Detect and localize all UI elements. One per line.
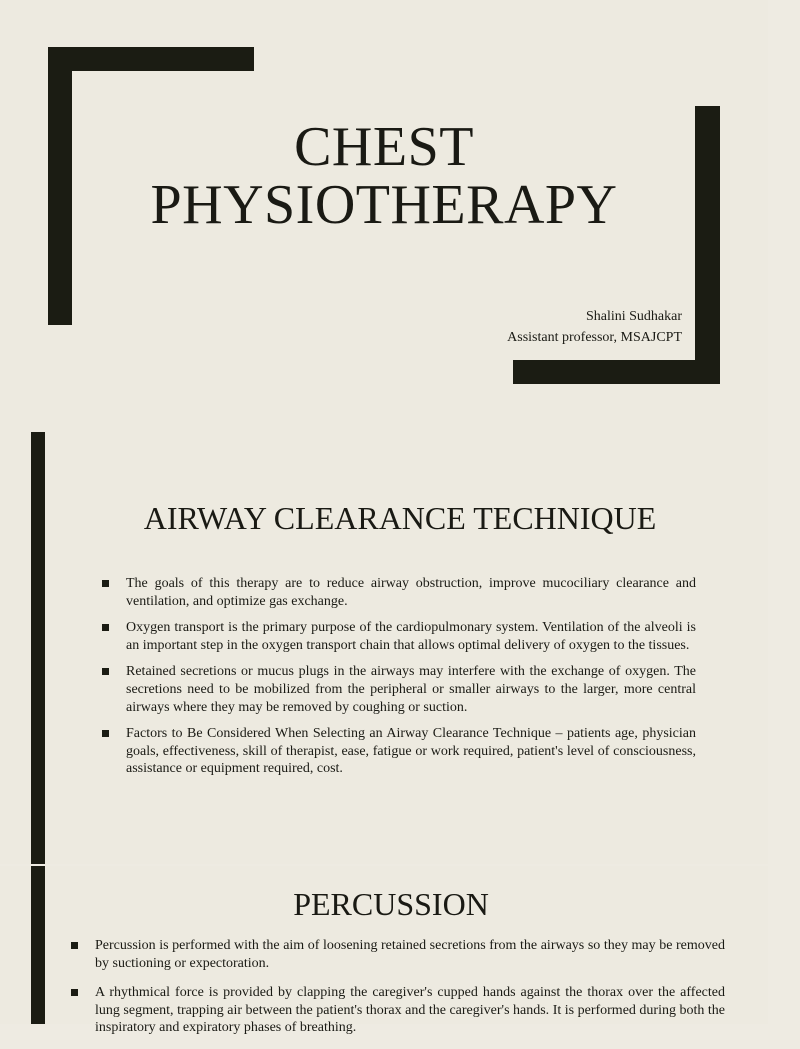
bullet-square-icon xyxy=(71,989,78,996)
list-item xyxy=(100,663,696,716)
bullet-square-icon xyxy=(102,668,109,675)
author-block xyxy=(507,306,682,348)
bullet-square-icon xyxy=(71,942,78,949)
slide-title: AIRWAY CLEARANCE TECHNIQUE xyxy=(143,500,657,536)
bullet-square-icon xyxy=(102,580,109,587)
list-item xyxy=(100,725,696,778)
list-item xyxy=(100,619,696,654)
list-item xyxy=(69,937,725,972)
airway-clearance-slide xyxy=(0,432,768,864)
corner-bracket-top-left-horizontal xyxy=(48,47,254,71)
bullet-text: Retained secretions or mucus plugs in the airways may interfere with the exchange of oxygen. The secretions need to be mobilized from the peripheral or smaller airways to the larger, more central airways where they may be removed by coughing or suction. xyxy=(126,664,696,715)
bullet-text: The goals of this therapy are to reduce airway obstruction, improve mucociliary clearance and ventilation, and optimize gas exchange. xyxy=(126,576,696,609)
percussion-slide xyxy=(0,866,768,1036)
slide-title: PERCUSSION xyxy=(293,886,489,922)
bullet-text: Factors to Be Considered When Selecting an Airway Clearance Technique – patients age, physician goals, effectiveness, skill of therapist, ease, fatigue or work required, patient's level of consciousness, assistance or equipment required, cost. xyxy=(126,726,696,777)
bullet-list xyxy=(69,937,725,1049)
bullet-text: A rhythmical force is provided by clapping the caregiver's cupped hands against the thorax over the affected lung segment, trapping air between the patient's thorax and the caregiver's hands. It is performed during both the inspiratory and expiratory phases of breathing. xyxy=(95,985,725,1036)
presentation-title xyxy=(0,118,768,234)
list-item xyxy=(100,575,696,610)
title-line-2: PHYSIOTHERAPY xyxy=(150,174,618,236)
bullet-text: Percussion is performed with the aim of loosening retained secretions from the airways so they may be removed by suctioning or expectoration. xyxy=(95,938,725,971)
author-role: Assistant professor, MSAJCPT xyxy=(507,330,682,345)
bullet-text: Oxygen transport is the primary purpose of the cardiopulmonary system. Ventilation of the alveoli is an important step in the oxygen transport chain that allows optimal delivery of oxygen to the tissues. xyxy=(126,620,696,653)
bullet-square-icon xyxy=(102,730,109,737)
left-accent-bar xyxy=(31,432,45,864)
bullet-square-icon xyxy=(102,624,109,631)
corner-bracket-bottom-right-horizontal xyxy=(513,360,720,384)
author-name: Shalini Sudhakar xyxy=(585,309,682,324)
bullet-list xyxy=(100,575,696,787)
list-item xyxy=(69,984,725,1037)
title-slide xyxy=(0,0,768,432)
title-line-1: CHEST xyxy=(294,116,474,178)
